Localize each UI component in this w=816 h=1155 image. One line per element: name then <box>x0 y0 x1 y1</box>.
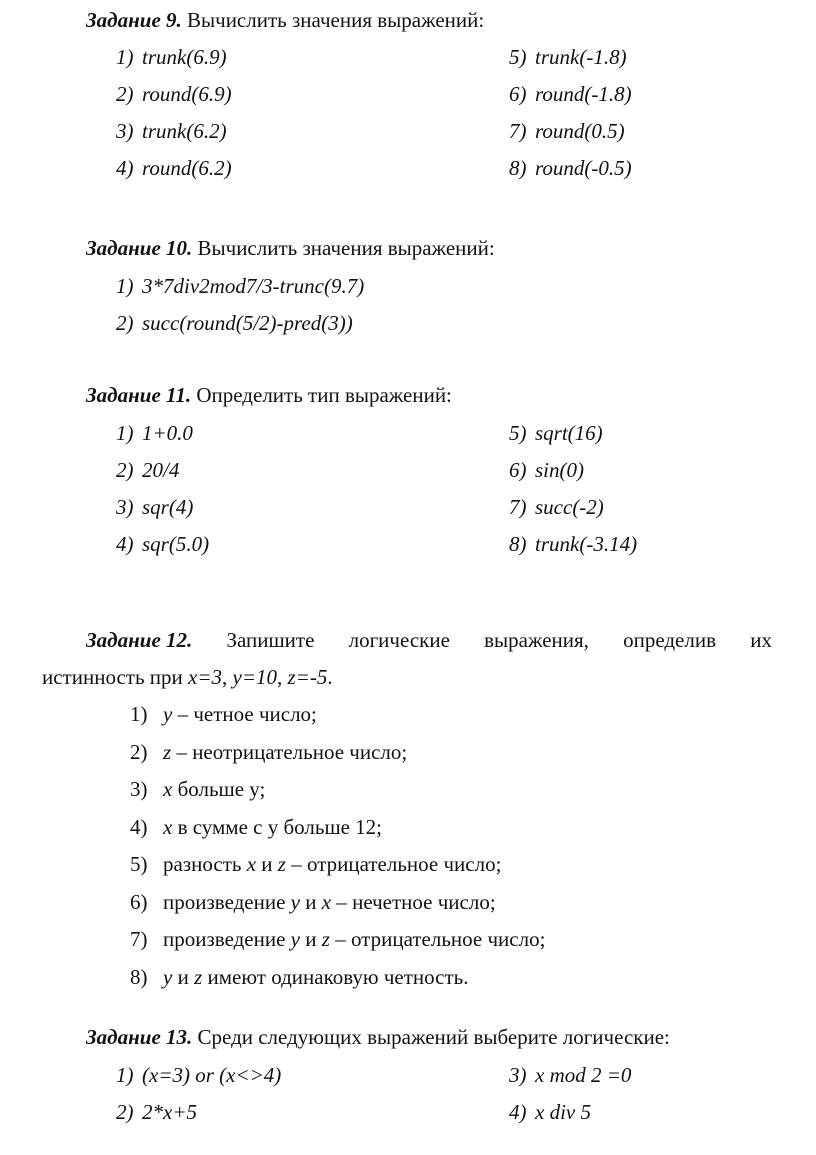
item-text: – нечетное число; <box>331 889 496 914</box>
variable-name: y <box>290 889 300 914</box>
list-item <box>509 1062 631 1088</box>
item-expression: trunk(-1.8) <box>535 45 627 69</box>
item-number: 8) <box>509 156 527 180</box>
list-item <box>509 420 603 446</box>
list-item <box>509 118 625 144</box>
task12-z-value: z=-5 <box>287 665 328 689</box>
variable-name: z <box>194 964 203 989</box>
list-item <box>116 420 193 446</box>
list-item <box>116 118 227 144</box>
task10-text: Вычислить значения выражений: <box>192 236 495 260</box>
list-item <box>116 457 179 483</box>
task13-heading-line <box>86 1024 670 1050</box>
item-number: 6) <box>130 889 148 914</box>
task12-heading-line <box>86 627 772 653</box>
item-text: произведение <box>163 889 291 914</box>
item-number: 3) <box>130 777 148 801</box>
task12-line2-text: истинность при <box>42 665 189 689</box>
item-number: 4) <box>116 532 134 556</box>
item-number: 5) <box>130 852 148 876</box>
item-expression: round(-0.5) <box>535 156 632 180</box>
variable-name: z <box>321 927 330 951</box>
item-number: 1) <box>130 702 148 726</box>
item-expression: x div 5 <box>535 1100 591 1124</box>
item-number: 7) <box>509 119 527 143</box>
task12-word-4: определив <box>623 628 717 652</box>
task12-heading: Задание 12. <box>86 628 193 652</box>
list-item <box>116 494 193 520</box>
item-expression: sqr(5.0) <box>142 532 210 556</box>
list-item <box>509 44 627 70</box>
list-item <box>116 531 209 557</box>
task13-text: Среди следующих выражений выберите логические: <box>192 1025 670 1049</box>
item-number: 1) <box>116 45 134 69</box>
item-number: 8) <box>509 532 527 556</box>
item-expression: x mod 2 =0 <box>535 1063 632 1087</box>
task12-word-3: выражения, <box>484 628 589 652</box>
item-expression: 2*x+5 <box>142 1100 197 1124</box>
item-expression: trunk(-3.14) <box>535 532 638 556</box>
item-number: 2) <box>116 1100 134 1124</box>
task9-heading-line <box>86 7 484 33</box>
variable-name: x <box>246 852 257 876</box>
list-item <box>130 889 496 915</box>
item-number: 2) <box>116 458 134 482</box>
item-number: 6) <box>509 458 527 482</box>
item-number: 7) <box>509 495 527 519</box>
task12-word-5: их <box>750 628 772 652</box>
list-item <box>130 701 317 727</box>
item-expression: sqrt(16) <box>535 421 603 445</box>
task13-heading: Задание 13. <box>86 1025 193 1049</box>
item-text: – четное число; <box>172 702 317 726</box>
list-item <box>509 494 604 520</box>
list-item <box>130 739 407 765</box>
variable-name: x <box>163 777 173 801</box>
item-expression: (x=3) or (x<>4) <box>142 1063 282 1087</box>
item-text: и <box>300 927 322 951</box>
item-number: 7) <box>130 927 148 951</box>
item-number: 2) <box>116 82 134 106</box>
task9-heading: Задание 9. <box>86 8 182 32</box>
task10-heading: Задание 10. <box>86 236 193 260</box>
item-expression: round(-1.8) <box>535 82 632 106</box>
list-item <box>116 273 364 299</box>
variable-name: x <box>163 814 173 839</box>
task12-conditions-line <box>42 664 333 690</box>
variable-name: y <box>290 927 300 951</box>
list-item <box>116 310 353 336</box>
item-number: 5) <box>509 45 527 69</box>
item-text: имеют одинаковую четность. <box>202 964 469 989</box>
list-item <box>130 964 469 990</box>
item-expression: succ(-2) <box>535 495 604 519</box>
item-expression: trunk(6.9) <box>142 45 227 69</box>
item-text: и <box>300 889 322 914</box>
task11-text: Определить тип выражений: <box>191 383 452 407</box>
task12-word-2: логические <box>348 628 450 652</box>
list-item <box>116 81 232 107</box>
item-expression: 3*7div2mod7/3-trunc(9.7) <box>142 274 365 298</box>
item-expression: sin(0) <box>535 458 584 482</box>
list-item <box>130 926 545 952</box>
item-number: 2) <box>130 739 148 764</box>
list-item <box>509 155 632 181</box>
list-item <box>509 531 637 557</box>
item-number: 4) <box>509 1100 527 1124</box>
list-item <box>116 1099 197 1125</box>
variable-name: z <box>277 852 286 876</box>
task12-word-1: Запишите <box>226 628 315 652</box>
item-expression: 1+0.0 <box>142 421 193 445</box>
list-item <box>130 814 382 840</box>
item-number: 2) <box>116 311 134 335</box>
task11-heading: Задание 11. <box>86 383 192 407</box>
item-expression: succ(round(5/2)-pred(3)) <box>142 311 353 335</box>
task11-heading-line <box>86 382 452 408</box>
item-expression: round(6.2) <box>142 156 232 180</box>
task12-y-value: y=10 <box>232 665 278 689</box>
list-item <box>509 1099 591 1125</box>
item-text: – отрицательное число; <box>329 927 546 951</box>
item-expression: round(0.5) <box>535 119 625 143</box>
task12-x-value: x=3 <box>188 665 223 689</box>
list-item <box>509 457 584 483</box>
item-expression: 20/4 <box>142 458 180 482</box>
item-number: 4) <box>116 156 134 180</box>
variable-name: x <box>321 889 332 914</box>
item-text: и <box>172 964 195 989</box>
task12-sep2: , <box>277 665 288 689</box>
item-text: разность <box>163 852 247 876</box>
item-text: в сумме с у больше 12; <box>172 814 383 839</box>
item-number: 1) <box>116 421 134 445</box>
item-text: и <box>256 852 278 876</box>
item-number: 3) <box>509 1063 527 1087</box>
item-text: произведение <box>163 927 291 951</box>
item-text: – неотрицательное число; <box>171 739 408 764</box>
item-number: 1) <box>116 274 134 298</box>
variable-name: z <box>163 739 172 764</box>
variable-name: y <box>163 964 173 989</box>
item-expression: sqr(4) <box>142 495 194 519</box>
item-number: 3) <box>116 495 134 519</box>
item-number: 5) <box>509 421 527 445</box>
list-item <box>116 44 227 70</box>
item-number: 1) <box>116 1063 134 1087</box>
item-expression: trunk(6.2) <box>142 119 227 143</box>
item-number: 8) <box>130 964 148 989</box>
item-text: – отрицательное число; <box>285 852 502 876</box>
task12-end: . <box>327 665 333 689</box>
item-number: 3) <box>116 119 134 143</box>
list-item <box>116 155 232 181</box>
item-text: больше у; <box>172 777 266 801</box>
item-expression: round(6.9) <box>142 82 232 106</box>
variable-name: y <box>163 702 173 726</box>
list-item <box>509 81 632 107</box>
list-item <box>130 776 265 802</box>
item-number: 6) <box>509 82 527 106</box>
item-number: 4) <box>130 814 148 839</box>
task9-text: Вычислить значения выражений: <box>181 8 485 32</box>
task10-heading-line <box>86 235 495 261</box>
list-item <box>130 851 501 877</box>
task12-sep1: , <box>222 665 233 689</box>
list-item <box>116 1062 281 1088</box>
